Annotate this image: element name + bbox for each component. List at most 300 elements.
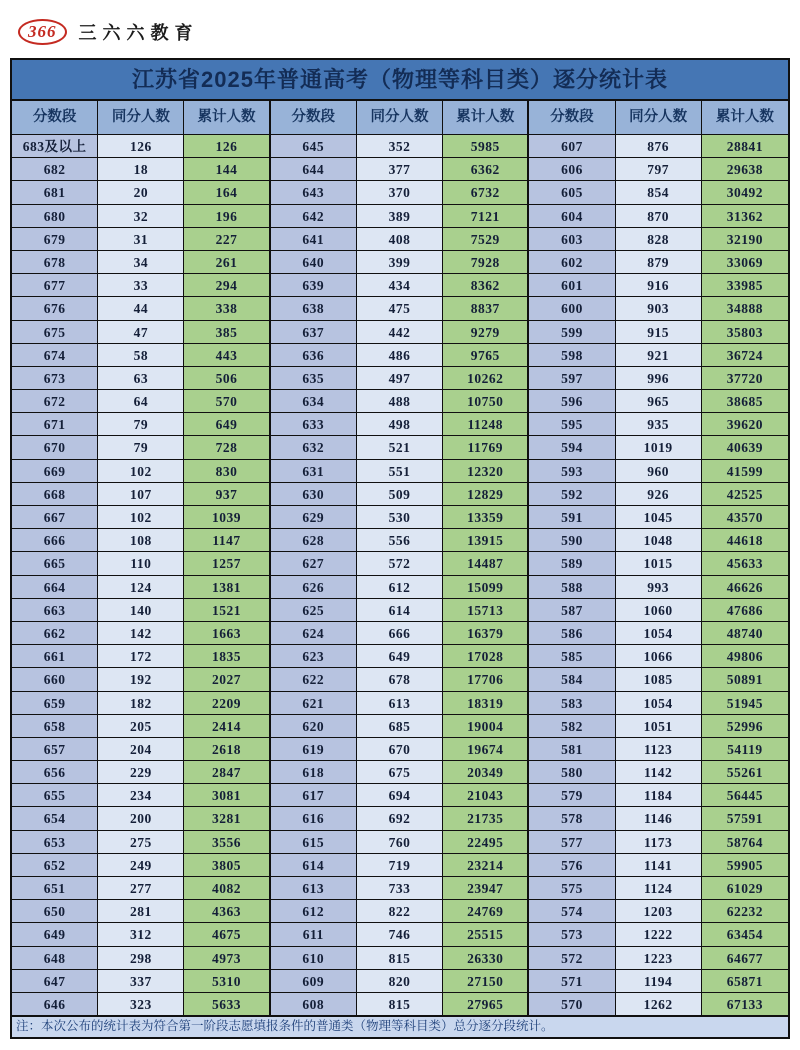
cumulative-cell: 17706: [443, 668, 529, 691]
same-count-cell: 200: [98, 807, 184, 830]
cumulative-cell: 649: [184, 413, 270, 436]
score-cell: 577: [529, 831, 615, 854]
score-cell: 622: [271, 668, 357, 691]
same-count-cell: 234: [98, 784, 184, 807]
column-header-score-cell: 分数段: [529, 101, 615, 134]
score-cell: 570: [529, 993, 615, 1016]
score-cell: 618: [271, 761, 357, 784]
same-count-cell: 1184: [616, 784, 702, 807]
same-count-cell: 488: [357, 390, 443, 413]
cumulative-cell: 20349: [443, 761, 529, 784]
score-cell: 598: [529, 344, 615, 367]
cumulative-cell: 55261: [702, 761, 788, 784]
cumulative-cell: 61029: [702, 877, 788, 900]
score-cell: 585: [529, 645, 615, 668]
score-cell: 604: [529, 205, 615, 228]
table-row: [12, 297, 788, 320]
cumulative-cell: 4973: [184, 947, 270, 970]
cumulative-cell: 16379: [443, 622, 529, 645]
table-row: [12, 807, 788, 830]
score-cell: 652: [12, 854, 98, 877]
table-row: [12, 483, 788, 506]
same-count-cell: 1194: [616, 970, 702, 993]
table-row: [12, 274, 788, 297]
cumulative-cell: 18319: [443, 692, 529, 715]
score-cell: 629: [271, 506, 357, 529]
score-cell: 623: [271, 645, 357, 668]
cumulative-cell: 8837: [443, 297, 529, 320]
same-count-cell: 1019: [616, 436, 702, 459]
same-count-cell: 370: [357, 181, 443, 204]
table-row: [12, 668, 788, 691]
page-title: 江苏省2025年普通高考（物理等科目类）逐分统计表: [10, 58, 790, 101]
score-cell: 676: [12, 297, 98, 320]
cumulative-cell: 12320: [443, 460, 529, 483]
same-count-cell: 110: [98, 552, 184, 575]
same-count-cell: 1054: [616, 622, 702, 645]
table-row: [12, 761, 788, 784]
table-row: [12, 715, 788, 738]
cumulative-cell: 3081: [184, 784, 270, 807]
brand-header: [0, 0, 800, 50]
cumulative-cell: 38685: [702, 390, 788, 413]
same-count-cell: 475: [357, 297, 443, 320]
column-header-score-cell: 分数段: [12, 101, 98, 134]
cumulative-cell: 51945: [702, 692, 788, 715]
cumulative-cell: 17028: [443, 645, 529, 668]
score-cell: 590: [529, 529, 615, 552]
score-cell: 644: [271, 158, 357, 181]
score-cell: 662: [12, 622, 98, 645]
same-count-cell: 670: [357, 738, 443, 761]
cumulative-cell: 1381: [184, 576, 270, 599]
score-cell: 651: [12, 877, 98, 900]
cumulative-cell: 5310: [184, 970, 270, 993]
same-count-cell: 275: [98, 831, 184, 854]
score-cell: 617: [271, 784, 357, 807]
score-cell: 611: [271, 923, 357, 946]
same-count-cell: 921: [616, 344, 702, 367]
same-count-cell: 1223: [616, 947, 702, 970]
cumulative-cell: 65871: [702, 970, 788, 993]
score-cell: 619: [271, 738, 357, 761]
cumulative-cell: 37720: [702, 367, 788, 390]
cumulative-cell: 62232: [702, 900, 788, 923]
same-count-cell: 685: [357, 715, 443, 738]
same-count-cell: 1045: [616, 506, 702, 529]
score-cell: 582: [529, 715, 615, 738]
score-cell: 575: [529, 877, 615, 900]
cumulative-cell: 8362: [443, 274, 529, 297]
score-cell: 664: [12, 576, 98, 599]
same-count-cell: 1141: [616, 854, 702, 877]
same-count-cell: 108: [98, 529, 184, 552]
cumulative-cell: 48740: [702, 622, 788, 645]
same-count-cell: 935: [616, 413, 702, 436]
same-count-cell: 205: [98, 715, 184, 738]
cumulative-cell: 41599: [702, 460, 788, 483]
score-cell: 682: [12, 158, 98, 181]
score-statistics-sheet: [10, 58, 790, 1039]
score-cell: 640: [271, 251, 357, 274]
score-cell: 609: [271, 970, 357, 993]
score-cell: 637: [271, 321, 357, 344]
cumulative-cell: 50891: [702, 668, 788, 691]
score-cell: 605: [529, 181, 615, 204]
score-cell: 596: [529, 390, 615, 413]
score-cell: 586: [529, 622, 615, 645]
same-count-cell: 733: [357, 877, 443, 900]
score-cell: 606: [529, 158, 615, 181]
score-cell: 679: [12, 228, 98, 251]
cumulative-cell: 570: [184, 390, 270, 413]
score-cell: 574: [529, 900, 615, 923]
same-count-cell: 1054: [616, 692, 702, 715]
cumulative-cell: 443: [184, 344, 270, 367]
same-count-cell: 408: [357, 228, 443, 251]
score-cell: 683及以上: [12, 135, 98, 158]
cumulative-cell: 40639: [702, 436, 788, 459]
same-count-cell: 678: [357, 668, 443, 691]
same-count-cell: 277: [98, 877, 184, 900]
cumulative-cell: 11248: [443, 413, 529, 436]
cumulative-cell: 9279: [443, 321, 529, 344]
same-count-cell: 1124: [616, 877, 702, 900]
cumulative-cell: 227: [184, 228, 270, 251]
table-row: [12, 135, 788, 158]
cumulative-cell: 21735: [443, 807, 529, 830]
same-count-cell: 815: [357, 993, 443, 1016]
cumulative-cell: 19674: [443, 738, 529, 761]
same-count-cell: 509: [357, 483, 443, 506]
cumulative-cell: 13359: [443, 506, 529, 529]
same-count-cell: 960: [616, 460, 702, 483]
same-count-cell: 32: [98, 205, 184, 228]
score-cell: 592: [529, 483, 615, 506]
cumulative-cell: 261: [184, 251, 270, 274]
score-cell: 579: [529, 784, 615, 807]
same-count-cell: 1123: [616, 738, 702, 761]
cumulative-cell: 294: [184, 274, 270, 297]
score-cell: 610: [271, 947, 357, 970]
same-count-cell: 377: [357, 158, 443, 181]
same-count-cell: 879: [616, 251, 702, 274]
table-row: [12, 877, 788, 900]
cumulative-cell: 31362: [702, 205, 788, 228]
score-cell: 607: [529, 135, 615, 158]
footnote: 注：本次公布的统计表为符合第一阶段志愿填报条件的普通类（物理等科目类）总分逐分段统计。: [10, 1016, 790, 1039]
score-cell: 588: [529, 576, 615, 599]
same-count-cell: 63: [98, 367, 184, 390]
same-count-cell: 79: [98, 413, 184, 436]
table-row: [12, 900, 788, 923]
table-row: [12, 831, 788, 854]
same-count-cell: 337: [98, 970, 184, 993]
score-cell: 634: [271, 390, 357, 413]
same-count-cell: 107: [98, 483, 184, 506]
same-count-cell: 551: [357, 460, 443, 483]
cumulative-cell: 23214: [443, 854, 529, 877]
same-count-cell: 1262: [616, 993, 702, 1016]
cumulative-cell: 57591: [702, 807, 788, 830]
cumulative-cell: 5985: [443, 135, 529, 158]
cumulative-cell: 27150: [443, 970, 529, 993]
same-count-cell: 822: [357, 900, 443, 923]
cumulative-cell: 144: [184, 158, 270, 181]
same-count-cell: 760: [357, 831, 443, 854]
score-cell: 638: [271, 297, 357, 320]
same-count-cell: 870: [616, 205, 702, 228]
same-count-cell: 58: [98, 344, 184, 367]
cumulative-cell: 33069: [702, 251, 788, 274]
table-row: [12, 228, 788, 251]
score-cell: 667: [12, 506, 98, 529]
score-cell: 649: [12, 923, 98, 946]
cumulative-cell: 33985: [702, 274, 788, 297]
same-count-cell: 249: [98, 854, 184, 877]
same-count-cell: 204: [98, 738, 184, 761]
same-count-cell: 556: [357, 529, 443, 552]
table-row: [12, 506, 788, 529]
score-cell: 587: [529, 599, 615, 622]
score-cell: 641: [271, 228, 357, 251]
same-count-cell: 498: [357, 413, 443, 436]
table-row: [12, 158, 788, 181]
same-count-cell: 389: [357, 205, 443, 228]
same-count-cell: 64: [98, 390, 184, 413]
score-cell: 655: [12, 784, 98, 807]
same-count-cell: 1085: [616, 668, 702, 691]
table-row: [12, 622, 788, 645]
table-header-row: [10, 101, 790, 135]
table-row: [12, 854, 788, 877]
cumulative-cell: 26330: [443, 947, 529, 970]
score-cell: 578: [529, 807, 615, 830]
score-cell: 635: [271, 367, 357, 390]
score-cell: 680: [12, 205, 98, 228]
same-count-cell: 572: [357, 552, 443, 575]
cumulative-cell: 59905: [702, 854, 788, 877]
same-count-cell: 31: [98, 228, 184, 251]
score-cell: 595: [529, 413, 615, 436]
score-cell: 573: [529, 923, 615, 946]
score-cell: 572: [529, 947, 615, 970]
score-cell: 639: [271, 274, 357, 297]
score-cell: 591: [529, 506, 615, 529]
same-count-cell: 1142: [616, 761, 702, 784]
same-count-cell: 434: [357, 274, 443, 297]
same-count-cell: 1048: [616, 529, 702, 552]
same-count-cell: 692: [357, 807, 443, 830]
same-count-cell: 323: [98, 993, 184, 1016]
cumulative-cell: 25515: [443, 923, 529, 946]
score-cell: 643: [271, 181, 357, 204]
cumulative-cell: 2209: [184, 692, 270, 715]
score-cell: 616: [271, 807, 357, 830]
column-header-cumulative-cell: 累计人数: [184, 101, 270, 134]
score-cell: 624: [271, 622, 357, 645]
score-cell: 615: [271, 831, 357, 854]
table-row: [12, 529, 788, 552]
same-count-cell: 20: [98, 181, 184, 204]
score-cell: 647: [12, 970, 98, 993]
score-cell: 627: [271, 552, 357, 575]
cumulative-cell: 164: [184, 181, 270, 204]
column-header-cumulative-cell: 累计人数: [443, 101, 529, 134]
score-cell: 632: [271, 436, 357, 459]
cumulative-cell: 1257: [184, 552, 270, 575]
same-count-cell: 876: [616, 135, 702, 158]
cumulative-cell: 15099: [443, 576, 529, 599]
cumulative-cell: 35803: [702, 321, 788, 344]
same-count-cell: 915: [616, 321, 702, 344]
cumulative-cell: 506: [184, 367, 270, 390]
same-count-cell: 312: [98, 923, 184, 946]
table-row: [12, 436, 788, 459]
score-cell: 589: [529, 552, 615, 575]
same-count-cell: 815: [357, 947, 443, 970]
same-count-cell: 965: [616, 390, 702, 413]
score-cell: 630: [271, 483, 357, 506]
cumulative-cell: 1147: [184, 529, 270, 552]
score-cell: 677: [12, 274, 98, 297]
stats-table-body: [10, 135, 790, 1016]
same-count-cell: 1051: [616, 715, 702, 738]
score-cell: 670: [12, 436, 98, 459]
score-cell: 576: [529, 854, 615, 877]
score-cell: 665: [12, 552, 98, 575]
cumulative-cell: 34888: [702, 297, 788, 320]
score-cell: 628: [271, 529, 357, 552]
cumulative-cell: 45633: [702, 552, 788, 575]
score-cell: 583: [529, 692, 615, 715]
same-count-cell: 229: [98, 761, 184, 784]
table-row: [12, 460, 788, 483]
cumulative-cell: 4675: [184, 923, 270, 946]
same-count-cell: 182: [98, 692, 184, 715]
cumulative-cell: 385: [184, 321, 270, 344]
cumulative-cell: 67133: [702, 993, 788, 1016]
cumulative-cell: 42525: [702, 483, 788, 506]
same-count-cell: 926: [616, 483, 702, 506]
score-cell: 614: [271, 854, 357, 877]
table-row: [12, 692, 788, 715]
same-count-cell: 486: [357, 344, 443, 367]
cumulative-cell: 2618: [184, 738, 270, 761]
score-cell: 599: [529, 321, 615, 344]
score-cell: 669: [12, 460, 98, 483]
same-count-cell: 298: [98, 947, 184, 970]
cumulative-cell: 27965: [443, 993, 529, 1016]
score-cell: 633: [271, 413, 357, 436]
same-count-cell: 1173: [616, 831, 702, 854]
score-cell: 675: [12, 321, 98, 344]
cumulative-cell: 63454: [702, 923, 788, 946]
same-count-cell: 530: [357, 506, 443, 529]
same-count-cell: 746: [357, 923, 443, 946]
same-count-cell: 142: [98, 622, 184, 645]
cumulative-cell: 19004: [443, 715, 529, 738]
cumulative-cell: 43570: [702, 506, 788, 529]
cumulative-cell: 2414: [184, 715, 270, 738]
cumulative-cell: 1663: [184, 622, 270, 645]
same-count-cell: 993: [616, 576, 702, 599]
same-count-cell: 1146: [616, 807, 702, 830]
same-count-cell: 694: [357, 784, 443, 807]
same-count-cell: 124: [98, 576, 184, 599]
cumulative-cell: 15713: [443, 599, 529, 622]
score-cell: 593: [529, 460, 615, 483]
score-cell: 621: [271, 692, 357, 715]
score-cell: 626: [271, 576, 357, 599]
score-cell: 668: [12, 483, 98, 506]
cumulative-cell: 728: [184, 436, 270, 459]
cumulative-cell: 196: [184, 205, 270, 228]
score-cell: 674: [12, 344, 98, 367]
score-cell: 642: [271, 205, 357, 228]
brand-logo-366-icon: 366: [18, 19, 67, 45]
table-row: [12, 947, 788, 970]
brand-name: 三六六教育: [78, 22, 199, 43]
column-header-same-count-cell: 同分人数: [616, 101, 702, 134]
same-count-cell: 102: [98, 506, 184, 529]
score-cell: 671: [12, 413, 98, 436]
same-count-cell: 797: [616, 158, 702, 181]
score-cell: 650: [12, 900, 98, 923]
cumulative-cell: 30492: [702, 181, 788, 204]
cumulative-cell: 6732: [443, 181, 529, 204]
cumulative-cell: 1039: [184, 506, 270, 529]
same-count-cell: 79: [98, 436, 184, 459]
score-cell: 603: [529, 228, 615, 251]
score-cell: 584: [529, 668, 615, 691]
table-row: [12, 970, 788, 993]
score-cell: 625: [271, 599, 357, 622]
same-count-cell: 442: [357, 321, 443, 344]
cumulative-cell: 13915: [443, 529, 529, 552]
cumulative-cell: 11769: [443, 436, 529, 459]
score-cell: 645: [271, 135, 357, 158]
score-cell: 612: [271, 900, 357, 923]
column-header-score-cell: 分数段: [271, 101, 357, 134]
same-count-cell: 612: [357, 576, 443, 599]
same-count-cell: 614: [357, 599, 443, 622]
table-row: [12, 205, 788, 228]
score-cell: 673: [12, 367, 98, 390]
score-cell: 658: [12, 715, 98, 738]
table-row: [12, 923, 788, 946]
same-count-cell: 828: [616, 228, 702, 251]
score-cell: 631: [271, 460, 357, 483]
table-row: [12, 784, 788, 807]
score-cell: 580: [529, 761, 615, 784]
score-cell: 666: [12, 529, 98, 552]
cumulative-cell: 54119: [702, 738, 788, 761]
same-count-cell: 1203: [616, 900, 702, 923]
same-count-cell: 44: [98, 297, 184, 320]
cumulative-cell: 2027: [184, 668, 270, 691]
cumulative-cell: 28841: [702, 135, 788, 158]
same-count-cell: 140: [98, 599, 184, 622]
cumulative-cell: 12829: [443, 483, 529, 506]
cumulative-cell: 3556: [184, 831, 270, 854]
score-cell: 656: [12, 761, 98, 784]
score-cell: 602: [529, 251, 615, 274]
cumulative-cell: 58764: [702, 831, 788, 854]
table-row: [12, 552, 788, 575]
same-count-cell: 820: [357, 970, 443, 993]
table-row: [12, 738, 788, 761]
